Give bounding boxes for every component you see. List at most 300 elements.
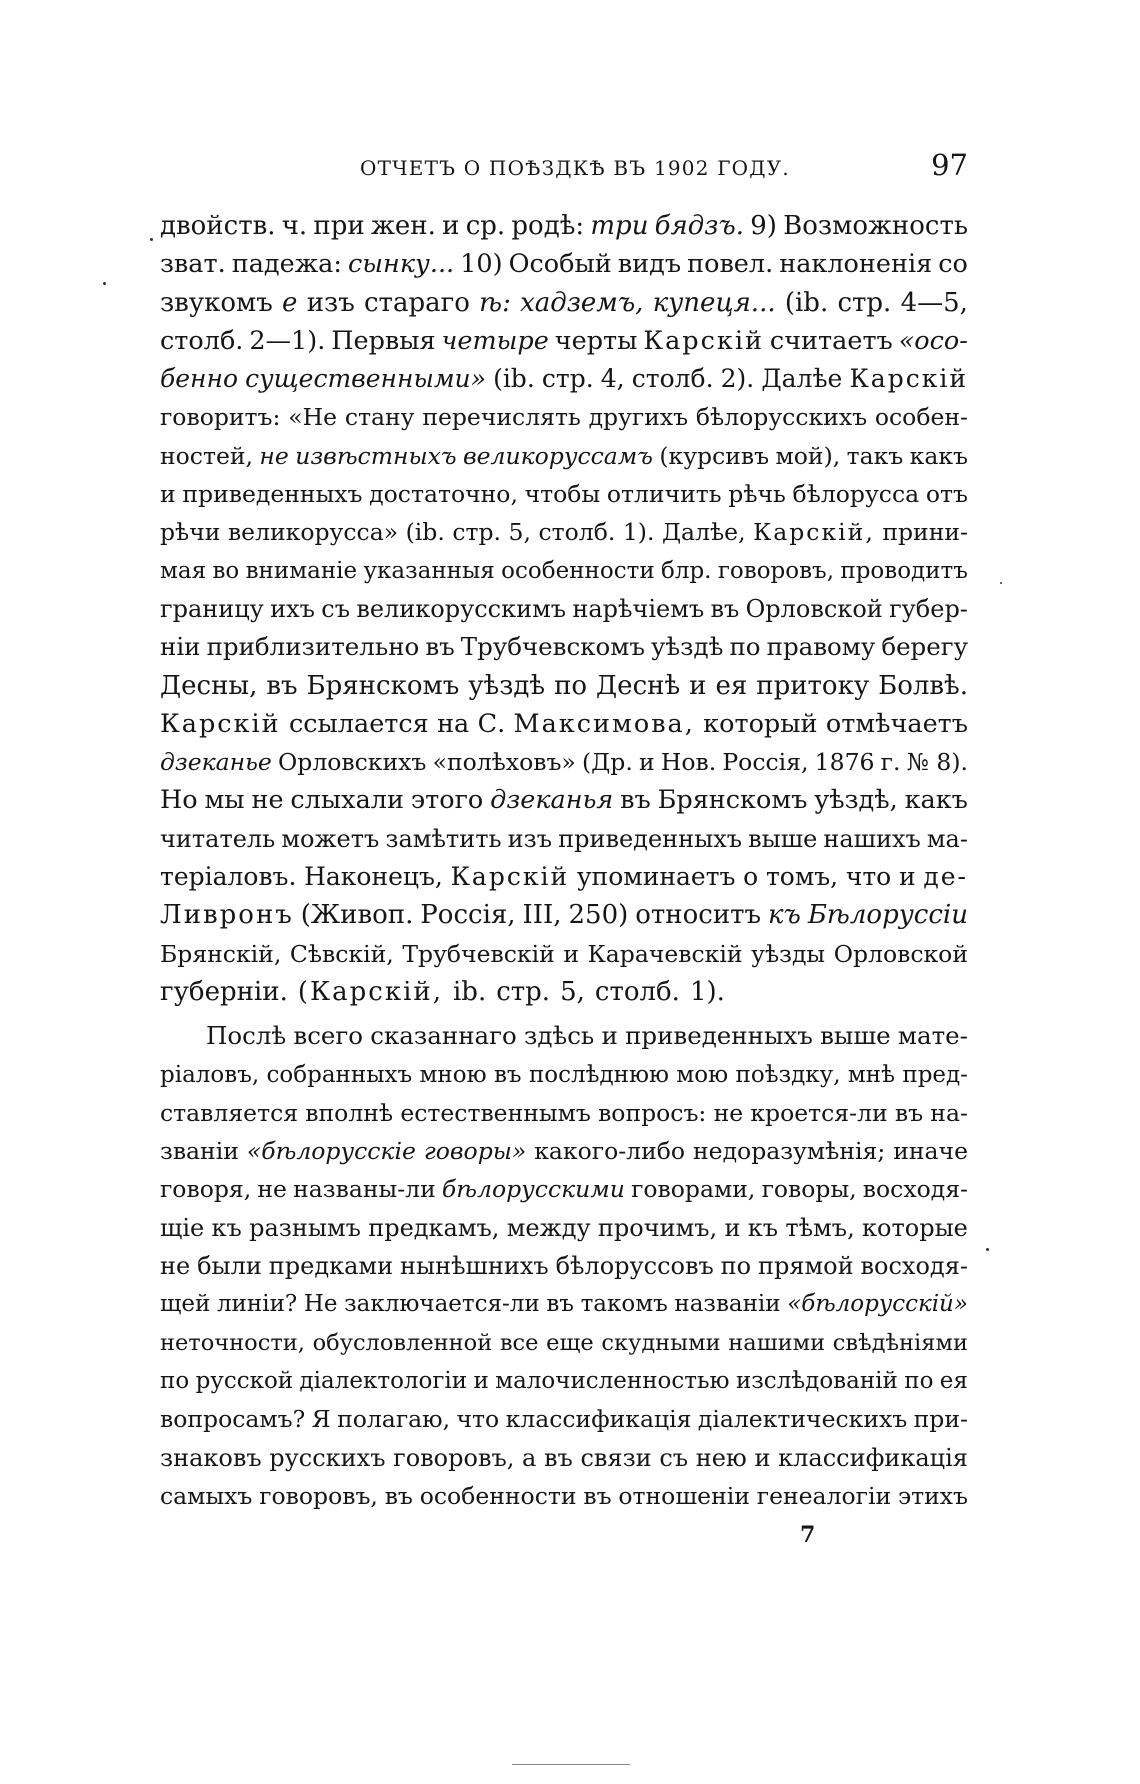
word: правому xyxy=(766,632,876,662)
word: бѣлорусса xyxy=(792,480,920,509)
word: г. xyxy=(880,748,901,777)
page-header xyxy=(160,148,968,188)
word: говоровъ, xyxy=(717,557,835,584)
word: Далѣе xyxy=(761,364,843,394)
word: говорами, xyxy=(631,1175,756,1204)
word: малочисленностью xyxy=(495,1367,730,1394)
word: № 8). xyxy=(906,748,968,777)
print-speck xyxy=(150,238,153,241)
word: зват. xyxy=(160,249,226,280)
word: де- xyxy=(923,862,968,892)
word: 4, xyxy=(600,364,625,394)
word: Нов. xyxy=(660,748,717,777)
word: поѣздку, xyxy=(735,1061,841,1088)
word: ср. xyxy=(465,211,506,241)
word: наклоненія xyxy=(779,249,933,280)
word: (ib. xyxy=(493,364,535,394)
word: Карскій xyxy=(160,708,281,739)
word: бѣлорусскихъ xyxy=(695,403,868,432)
word: стану xyxy=(344,403,415,432)
word: съ xyxy=(321,594,350,623)
word: ріаловъ, xyxy=(160,1061,260,1088)
word: великорусса» xyxy=(227,518,399,547)
text-line xyxy=(160,437,968,475)
text-line xyxy=(160,667,968,705)
word: званіи xyxy=(160,1137,239,1166)
text-line xyxy=(160,322,968,360)
word: ч. xyxy=(281,211,308,241)
word: относитъ xyxy=(635,900,762,931)
word: восходя- xyxy=(860,1252,968,1281)
word: 2). xyxy=(720,364,755,394)
word: Сѣвскій, xyxy=(289,939,394,968)
word: ссылается xyxy=(288,708,429,739)
word: по xyxy=(554,670,588,701)
print-speck xyxy=(1000,582,1002,584)
word: достаточно, xyxy=(369,480,518,509)
word: не xyxy=(713,1098,744,1127)
word: какъ xyxy=(909,441,968,470)
word: все xyxy=(499,1329,539,1356)
word: мною xyxy=(419,1061,487,1088)
word: можетъ xyxy=(281,824,380,853)
word: хадземъ, xyxy=(520,287,644,318)
word: нашихъ xyxy=(823,824,921,853)
word: Трубчевскомъ xyxy=(460,632,645,662)
word: въ xyxy=(583,1481,612,1510)
word: по xyxy=(720,1252,752,1281)
word: послѣднюю xyxy=(528,1061,670,1088)
word: и xyxy=(601,1021,618,1051)
word: падежа: xyxy=(231,249,342,280)
word: три xyxy=(590,211,649,241)
word: границу xyxy=(160,594,264,623)
text-line xyxy=(160,1170,968,1208)
word: и xyxy=(689,670,707,701)
word: ѣ: xyxy=(479,287,511,318)
word: великоруссамъ xyxy=(462,441,653,470)
word: вопросъ: xyxy=(598,1098,707,1127)
text-line xyxy=(160,1400,968,1438)
word: видъ xyxy=(617,249,682,280)
word: самыхъ xyxy=(160,1481,253,1510)
word: естественнымъ xyxy=(400,1098,591,1127)
word: стр. xyxy=(837,287,892,318)
word: Карачевскій xyxy=(587,939,743,968)
word: такомъ xyxy=(580,1291,668,1318)
word: вопросамъ? xyxy=(160,1405,306,1434)
word: стр. xyxy=(541,364,594,394)
word: свѣдѣніями xyxy=(832,1329,968,1356)
word: стараго xyxy=(364,287,470,318)
word: еще xyxy=(546,1329,594,1356)
word: Бѣлоруссіи xyxy=(807,900,968,931)
word: томъ, xyxy=(765,862,839,892)
word: и xyxy=(724,1213,741,1242)
word: какъ xyxy=(904,785,968,816)
word: 1). xyxy=(689,976,725,1007)
word: губер- xyxy=(889,594,968,623)
text-line xyxy=(160,1094,968,1132)
word: вниманіе xyxy=(245,557,358,584)
word: бѣлоруссовъ xyxy=(555,1252,714,1281)
word: существенными» xyxy=(245,364,486,394)
word: особенности xyxy=(501,557,655,584)
word: 4—5, xyxy=(900,287,968,318)
word: черты xyxy=(554,325,638,356)
word: мате- xyxy=(897,1021,968,1051)
word: иначе xyxy=(893,1137,968,1166)
word: особенности xyxy=(419,1481,577,1510)
word: бѣлорусскими xyxy=(441,1175,625,1204)
print-speck xyxy=(103,282,106,285)
word: мою xyxy=(676,1061,729,1088)
text-line xyxy=(160,1247,968,1285)
word: отмѣчаетъ xyxy=(825,708,968,739)
word: изъ xyxy=(507,824,552,853)
word: рѣчи xyxy=(160,518,221,547)
word: и xyxy=(160,480,176,509)
word: собранныхъ xyxy=(266,1061,413,1088)
word: ib. xyxy=(452,976,487,1007)
word: въ xyxy=(266,670,298,701)
word: Карскій, xyxy=(753,518,875,547)
word: изъ xyxy=(306,287,355,318)
word: въ xyxy=(425,632,455,662)
word: разнымъ xyxy=(249,1213,361,1242)
word: сынку... xyxy=(347,249,455,280)
word: говоры, xyxy=(761,1175,857,1204)
text-line xyxy=(160,858,968,896)
word: ея xyxy=(715,670,748,701)
word: 9) xyxy=(750,211,777,241)
word: въ xyxy=(544,1443,573,1472)
word: кроется-ли xyxy=(750,1098,888,1127)
word: Брянскомъ xyxy=(306,670,460,701)
word: столб. xyxy=(160,325,244,356)
word: чтобы xyxy=(524,480,601,509)
word: «бѣлорусскій» xyxy=(787,1291,968,1318)
word: указанныя xyxy=(363,557,495,584)
text-line xyxy=(160,705,968,743)
word: проводитъ xyxy=(840,557,968,584)
text-line xyxy=(160,475,968,513)
word: повел. xyxy=(687,249,774,280)
word: которые xyxy=(862,1213,968,1242)
word: извѣстныхъ xyxy=(295,441,457,470)
text-line xyxy=(160,1362,968,1400)
word: къ xyxy=(768,900,801,931)
word: мая xyxy=(160,557,207,584)
word: діалектическихъ xyxy=(697,1405,908,1434)
word: говоровъ, xyxy=(393,1443,515,1472)
word: Орловской xyxy=(833,939,968,968)
word: Деснѣ xyxy=(596,670,681,701)
word: 1). xyxy=(622,518,655,547)
word: мы xyxy=(204,785,245,816)
word: въ xyxy=(620,785,651,816)
text-line xyxy=(160,1017,968,1055)
word: другихъ xyxy=(588,403,689,432)
word: жен. xyxy=(370,211,436,241)
word: приведенныхъ xyxy=(182,480,363,509)
word: въ xyxy=(894,1098,924,1127)
word: не xyxy=(259,441,289,470)
word: къ xyxy=(747,1213,779,1242)
word: (Карскій, xyxy=(297,976,443,1007)
word: о xyxy=(743,862,759,892)
word: губерніи. xyxy=(160,976,288,1007)
text-line xyxy=(160,1132,968,1170)
word: отъ xyxy=(925,480,968,509)
word: здѣсь xyxy=(523,1021,595,1051)
word: всего xyxy=(293,1021,364,1051)
word: отношеніи xyxy=(618,1481,750,1510)
word: говоря, xyxy=(160,1175,252,1204)
word: Но xyxy=(160,785,198,816)
word: стр. xyxy=(452,518,502,547)
word: уѣздѣ xyxy=(468,670,546,701)
word: уѣзды xyxy=(751,939,826,968)
word: и xyxy=(898,862,916,892)
word: приведенныхъ xyxy=(625,1021,813,1051)
body-text xyxy=(160,207,968,1515)
word: Карскій xyxy=(849,364,968,394)
word: Карскій xyxy=(450,862,570,892)
word: рѣчь xyxy=(728,480,786,509)
word: сказаннаго xyxy=(370,1021,517,1051)
word: и xyxy=(563,939,580,968)
word: III, xyxy=(522,900,562,931)
text-line xyxy=(160,628,968,666)
word: притоку xyxy=(756,670,870,701)
word: «Не xyxy=(288,403,338,432)
word: читатель xyxy=(160,824,276,853)
running-title: ОТЧЕТЪ О ПОѢЗДКѢ ВЪ 1902 ГОДУ. xyxy=(360,156,790,180)
word: не xyxy=(257,1175,287,1204)
word: ма- xyxy=(926,824,968,853)
word: отличить xyxy=(606,480,722,509)
word: мой), xyxy=(775,441,841,470)
word: названы-ли xyxy=(293,1175,436,1204)
word: (ib. xyxy=(784,287,829,318)
word: ностей, xyxy=(160,441,254,470)
word: «бѣлорусскіе xyxy=(246,1137,416,1166)
text-line xyxy=(160,245,968,283)
word: Брянскій, xyxy=(160,939,282,968)
word: (Др. xyxy=(582,748,633,777)
word: во xyxy=(212,557,240,584)
text-line xyxy=(160,1285,968,1323)
word: прочимъ, xyxy=(597,1213,718,1242)
bottom-rule xyxy=(512,1764,630,1765)
word: между xyxy=(506,1213,591,1242)
word: этихъ xyxy=(897,1481,968,1510)
text-line xyxy=(160,1209,968,1247)
word: 1876 xyxy=(814,748,875,777)
word: звукомъ xyxy=(160,287,273,318)
word: приблизительно xyxy=(206,632,420,662)
word: (курсивъ xyxy=(659,441,770,470)
word: щіе xyxy=(160,1213,205,1242)
word: 10) xyxy=(460,249,503,280)
word: дзеканья xyxy=(490,785,614,816)
word: прямой xyxy=(758,1252,854,1281)
text-line xyxy=(160,360,968,398)
word: русскихъ xyxy=(269,1443,386,1472)
word: говоры» xyxy=(423,1137,527,1166)
word: е xyxy=(282,287,298,318)
word: Первыя xyxy=(331,325,436,356)
word: неточности, xyxy=(160,1329,305,1356)
word: на- xyxy=(930,1098,968,1127)
word: такъ xyxy=(846,441,904,470)
word: и xyxy=(754,1443,771,1472)
word: Болвѣ. xyxy=(878,670,968,701)
word: что xyxy=(845,862,892,892)
word: говоровъ, xyxy=(259,1481,378,1510)
word: Наконецъ, xyxy=(304,862,443,892)
word: 5, xyxy=(560,976,585,1007)
word: полагаю, xyxy=(337,1405,451,1434)
word: С. xyxy=(477,708,506,739)
word: нарѣчіемъ xyxy=(572,594,705,623)
word: родѣ: xyxy=(511,211,585,241)
word: въ xyxy=(493,1061,522,1088)
word: пред- xyxy=(902,1061,968,1088)
word: по xyxy=(904,1367,934,1394)
word: Десны, xyxy=(160,670,258,701)
text-line xyxy=(160,935,968,973)
word: столб. xyxy=(538,518,616,547)
text-line xyxy=(160,1324,968,1362)
text-line xyxy=(160,743,968,781)
page-number: 97 xyxy=(931,148,968,182)
word: Я xyxy=(311,1405,331,1434)
word: восходя- xyxy=(862,1175,968,1204)
word: Трубчевскій xyxy=(402,939,555,968)
word: перечислять xyxy=(422,403,581,432)
word: блр. xyxy=(661,557,712,584)
word: Возможность xyxy=(783,211,968,241)
text-line xyxy=(160,781,968,819)
word: въ xyxy=(546,1291,574,1318)
word: русской xyxy=(195,1367,294,1394)
word: со xyxy=(938,249,968,280)
word: въ xyxy=(710,594,740,623)
word: четыре xyxy=(441,325,549,356)
word: и xyxy=(638,748,655,777)
text-line xyxy=(160,1477,968,1515)
word: классификація xyxy=(778,1443,968,1472)
word: Брянскомъ xyxy=(657,785,808,816)
word: скудными xyxy=(601,1329,721,1356)
word: названіи xyxy=(674,1291,781,1318)
word: Орловской xyxy=(745,594,883,623)
text-line xyxy=(160,552,968,590)
word: который xyxy=(703,708,818,739)
word: знаковъ xyxy=(160,1443,262,1472)
word: стр. xyxy=(496,976,551,1007)
word: вполнѣ xyxy=(305,1098,394,1127)
text-line xyxy=(160,398,968,436)
word: столб. xyxy=(594,976,680,1007)
word: прини- xyxy=(882,518,968,547)
word: двойств. xyxy=(160,211,276,241)
word: нынѣшнихъ xyxy=(399,1252,549,1281)
word: нею xyxy=(695,1443,747,1472)
word: Карскій xyxy=(643,325,764,356)
word: ихъ xyxy=(270,594,315,623)
text-line xyxy=(160,284,968,322)
word: предками xyxy=(268,1252,394,1281)
word: ніи xyxy=(160,632,201,662)
word: упоминаетъ xyxy=(576,862,736,892)
word: Россія, xyxy=(420,900,516,931)
word: обусловленной xyxy=(312,1329,493,1356)
word: 2—1). xyxy=(249,325,326,356)
word: не xyxy=(251,785,284,816)
word: выше xyxy=(748,824,818,853)
word: діалектологіи xyxy=(299,1367,468,1394)
word: великорусскимъ xyxy=(356,594,567,623)
word: какого-либо xyxy=(534,1137,686,1166)
word: а xyxy=(522,1443,537,1472)
word: говоритъ: xyxy=(160,403,281,432)
word: дзеканье xyxy=(160,748,272,777)
word: выше xyxy=(820,1021,891,1051)
word: (Живоп. xyxy=(300,900,414,931)
word: бенно xyxy=(160,364,239,394)
word: генеалогіи xyxy=(756,1481,892,1510)
word: замѣтить xyxy=(385,824,502,853)
word: по xyxy=(160,1367,190,1394)
word: съ xyxy=(659,1443,689,1472)
word: что xyxy=(456,1405,500,1434)
word: 250) xyxy=(568,900,629,931)
word: щей xyxy=(160,1291,211,1318)
word: «осо- xyxy=(898,325,968,356)
word: теріаловъ. xyxy=(160,862,297,892)
word: на xyxy=(437,708,470,739)
word: берегу xyxy=(881,632,968,662)
word: заключается-ли xyxy=(344,1291,540,1318)
word: ея xyxy=(939,1367,968,1394)
word: 5, xyxy=(508,518,531,547)
word: «полѣховъ» xyxy=(432,748,576,777)
word: нашими xyxy=(728,1329,826,1356)
word: Послѣ xyxy=(206,1021,287,1051)
word: Далѣе, xyxy=(661,518,746,547)
text-line xyxy=(160,820,968,858)
word: Ливронъ xyxy=(160,900,294,931)
text-line xyxy=(160,973,968,1011)
word: купеця... xyxy=(652,287,776,318)
word: изслѣдованій xyxy=(735,1367,898,1394)
word: бядзъ. xyxy=(654,211,745,241)
word: слыхали xyxy=(290,785,404,816)
word: линіи? xyxy=(216,1291,298,1318)
word: классификація xyxy=(505,1405,692,1434)
word: Россія, xyxy=(722,748,809,777)
text-line xyxy=(160,590,968,628)
text-line xyxy=(160,896,968,934)
text-line xyxy=(160,1439,968,1477)
word: не xyxy=(160,1252,191,1281)
word: уѣздѣ xyxy=(650,632,724,662)
word: приведенныхъ xyxy=(558,824,743,853)
word: особен- xyxy=(874,403,968,432)
